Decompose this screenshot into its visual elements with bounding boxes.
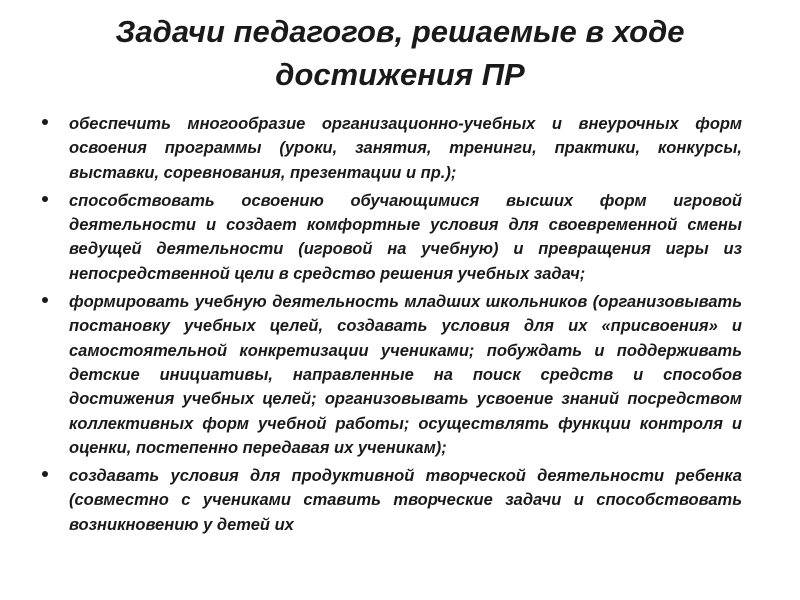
bullet-text-3: формировать учебную деятельность младших школьников (организовывать постановку учебных целей, создавать условия для их «присвоения» и самостоятельной конкретизации учениками; побуждать и поддерживать детские инициативы, направленные на поиск средств и способов достижения учебных целей; организовывать усвоение знаний посредством коллективных форм учебной работы; осуществлять функции контроля и оценки, постепенно передавая их ученикам); [69,293,742,457]
bullet-dot-icon [42,297,48,303]
bullet-item-3 [0,290,800,460]
bullet-dot-icon [42,119,48,125]
bullet-text-1: обеспечить многообразие организационно-учебных и внеурочных форм освоения программы (уроки, занятия, тренинги, практики, конкурсы, выставки, соревнования, презентации и пр.); [69,115,742,182]
bullet-item-2 [0,189,800,286]
bullet-item-4 [0,464,800,537]
bullet-dot-icon [42,196,48,202]
bullet-list [0,112,800,541]
bullet-item-1 [0,112,800,185]
slide-title: Задачи педагогов, решаемые в ходе достижения ПР [115,14,685,92]
bullet-dot-icon [42,471,48,477]
bullet-text-4: создавать условия для продуктивной творческой деятельности ребенка (совместно с учениками ставить творческие задачи и способствовать возникновению у детей их [69,467,742,534]
bullet-text-2: способствовать освоению обучающимися высших форм игровой деятельности и создает комфортные условия для своевременной смены ведущей деятельности (игровой на учебную) и превращения игры из непосредственной цели в средство решения учебных задач; [69,191,742,283]
